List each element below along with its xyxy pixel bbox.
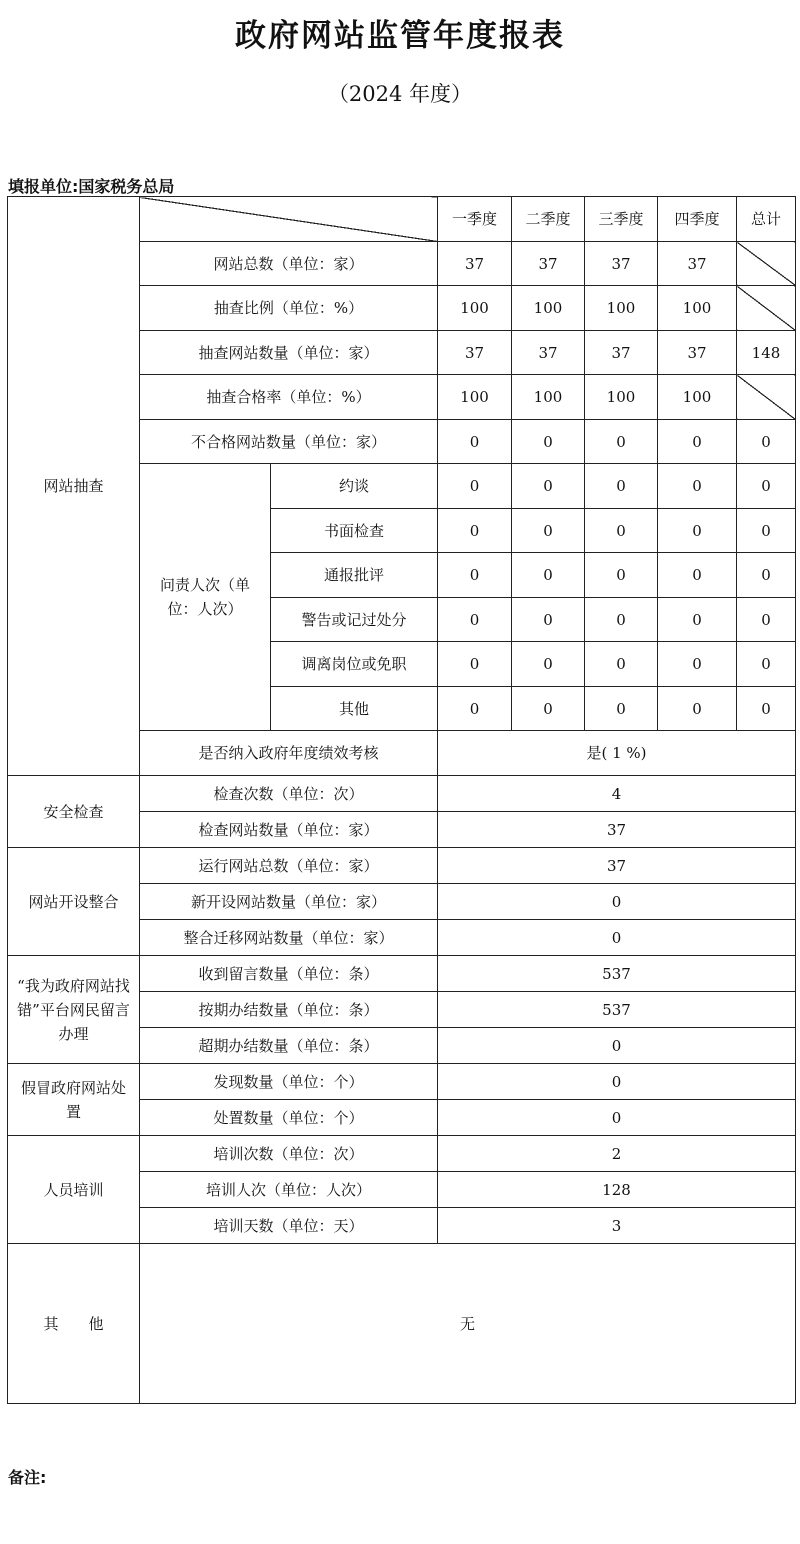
table-row xyxy=(8,956,796,992)
cell-value: 0 xyxy=(512,687,585,731)
row-label: 超期办结数量（单位：条） xyxy=(140,1028,438,1064)
row-label: 检查次数（单位：次） xyxy=(140,776,438,812)
header-q1: 一季度 xyxy=(438,197,512,242)
cell-value: 128 xyxy=(438,1172,796,1208)
row-label: 书面检查 xyxy=(271,509,438,553)
cell-value: 0 xyxy=(585,553,658,598)
row-label: 警告或记过处分 xyxy=(271,598,438,642)
section-fake-sites: 假冒政府网站处置 xyxy=(8,1064,140,1136)
cell-value: 0 xyxy=(438,598,512,642)
cell-value: 0 xyxy=(585,464,658,509)
row-label: 调离岗位或免职 xyxy=(271,642,438,687)
cell-value: 100 xyxy=(658,375,737,420)
cell-value: 0 xyxy=(438,509,512,553)
row-label: 检查网站数量（单位：家） xyxy=(140,812,438,848)
row-label: 培训次数（单位：次） xyxy=(140,1136,438,1172)
cell-total: 0 xyxy=(737,509,796,553)
cell-value: 0 xyxy=(658,598,737,642)
cell-value: 100 xyxy=(658,286,737,331)
row-label: 抽查比例（单位：%） xyxy=(140,286,438,331)
cell-value: 0 xyxy=(585,598,658,642)
row-label: 约谈 xyxy=(271,464,438,509)
empty-diagonal-cell xyxy=(737,242,796,286)
cell-value: 0 xyxy=(512,420,585,464)
row-label: 抽查网站数量（单位：家） xyxy=(140,331,438,375)
cell-value: 100 xyxy=(512,375,585,420)
cell-value: 0 xyxy=(438,420,512,464)
cell-value: 0 xyxy=(438,553,512,598)
section-integration: 网站开设整合 xyxy=(8,848,140,956)
fill-unit: 填报单位:国家税务总局 xyxy=(8,177,175,196)
table-row xyxy=(8,848,796,884)
row-label: 发现数量（单位：个） xyxy=(140,1064,438,1100)
cell-value: 0 xyxy=(512,642,585,687)
table-row xyxy=(8,1244,796,1404)
row-label: 新开设网站数量（单位：家） xyxy=(140,884,438,920)
section-spot-check: 网站抽查 xyxy=(8,197,140,776)
section-security: 安全检查 xyxy=(8,776,140,848)
row-label: 其他 xyxy=(271,687,438,731)
remarks-label: 备注: xyxy=(8,1468,47,1487)
header-total: 总计 xyxy=(737,197,796,242)
cell-value: 537 xyxy=(438,956,796,992)
empty-diagonal-cell xyxy=(737,375,796,420)
report-title: 政府网站监管年度报表 xyxy=(235,18,565,54)
cell-value: 37 xyxy=(585,331,658,375)
cell-value: 0 xyxy=(585,687,658,731)
cell-value: 0 xyxy=(512,509,585,553)
cell-total: 0 xyxy=(737,598,796,642)
cell-value: 100 xyxy=(585,375,658,420)
cell-value: 0 xyxy=(438,1100,796,1136)
kpi-value: 是( 1 %) xyxy=(438,731,796,776)
cell-value: 4 xyxy=(438,776,796,812)
cell-value: 0 xyxy=(438,1064,796,1100)
row-label: 按期办结数量（单位：条） xyxy=(140,992,438,1028)
header-q3: 三季度 xyxy=(585,197,658,242)
cell-value: 0 xyxy=(512,553,585,598)
row-label: 培训天数（单位：天） xyxy=(140,1208,438,1244)
cell-value: 0 xyxy=(658,509,737,553)
cell-total: 148 xyxy=(737,331,796,375)
cell-value: 0 xyxy=(512,464,585,509)
table-row xyxy=(8,1064,796,1100)
cell-value: 37 xyxy=(438,331,512,375)
cell-value: 0 xyxy=(585,420,658,464)
cell-value: 0 xyxy=(658,553,737,598)
row-label: 通报批评 xyxy=(271,553,438,598)
report-table xyxy=(7,196,796,1404)
cell-value: 0 xyxy=(438,642,512,687)
header-q4: 四季度 xyxy=(658,197,737,242)
cell-value: 2 xyxy=(438,1136,796,1172)
cell-value: 0 xyxy=(438,464,512,509)
cell-value: 0 xyxy=(658,687,737,731)
cell-value: 3 xyxy=(438,1208,796,1244)
empty-diagonal-cell xyxy=(737,286,796,331)
header-q2: 二季度 xyxy=(512,197,585,242)
cell-value: 0 xyxy=(438,687,512,731)
cell-value: 37 xyxy=(585,242,658,286)
row-label: 不合格网站数量（单位：家） xyxy=(140,420,438,464)
cell-value: 37 xyxy=(658,242,737,286)
row-label: 运行网站总数（单位：家） xyxy=(140,848,438,884)
cell-total: 0 xyxy=(737,464,796,509)
cell-value: 0 xyxy=(438,884,796,920)
corner-diagonal-cell xyxy=(140,197,438,242)
section-other: 其 他 xyxy=(8,1244,140,1404)
cell-value: 37 xyxy=(512,242,585,286)
cell-value: 37 xyxy=(512,331,585,375)
cell-value: 0 xyxy=(658,464,737,509)
cell-value: 0 xyxy=(512,598,585,642)
cell-value: 100 xyxy=(512,286,585,331)
cell-value: 37 xyxy=(438,242,512,286)
section-messages: “我为政府网站找错”平台网民留言办理 xyxy=(8,956,140,1064)
other-value: 无 xyxy=(140,1244,796,1404)
cell-value: 537 xyxy=(438,992,796,1028)
row-label: 网站总数（单位：家） xyxy=(140,242,438,286)
cell-value: 100 xyxy=(585,286,658,331)
row-label: 是否纳入政府年度绩效考核 xyxy=(140,731,438,776)
cell-total: 0 xyxy=(737,687,796,731)
table-row xyxy=(8,776,796,812)
cell-total: 0 xyxy=(737,420,796,464)
row-label: 处置数量（单位：个） xyxy=(140,1100,438,1136)
cell-value: 100 xyxy=(438,286,512,331)
cell-value: 0 xyxy=(658,642,737,687)
accountability-label: 问责人次（单位：人次） xyxy=(140,464,271,731)
row-label: 抽查合格率（单位：%） xyxy=(140,375,438,420)
cell-value: 0 xyxy=(658,420,737,464)
row-label: 收到留言数量（单位：条） xyxy=(140,956,438,992)
cell-total: 0 xyxy=(737,553,796,598)
cell-total: 0 xyxy=(737,642,796,687)
cell-value: 37 xyxy=(658,331,737,375)
section-training: 人员培训 xyxy=(8,1136,140,1244)
cell-value: 0 xyxy=(438,1028,796,1064)
cell-value: 0 xyxy=(585,509,658,553)
cell-value: 37 xyxy=(438,812,796,848)
cell-value: 0 xyxy=(438,920,796,956)
row-label: 整合迁移网站数量（单位：家） xyxy=(140,920,438,956)
cell-value: 37 xyxy=(438,848,796,884)
cell-value: 0 xyxy=(585,642,658,687)
report-year: （2024 年度） xyxy=(327,82,473,106)
cell-value: 100 xyxy=(438,375,512,420)
table-row xyxy=(8,1136,796,1172)
row-label: 培训人次（单位：人次） xyxy=(140,1172,438,1208)
